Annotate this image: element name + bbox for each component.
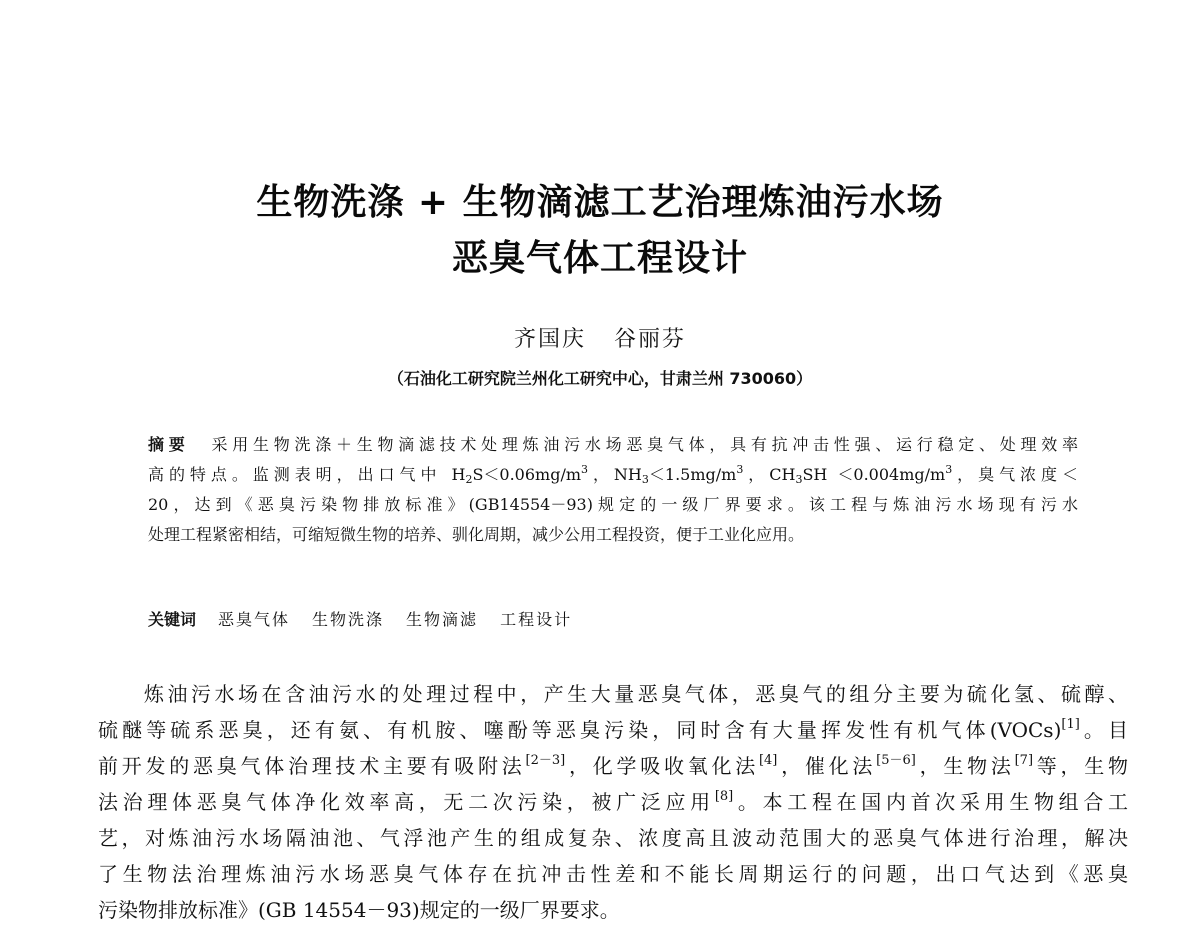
body-paragraph (98, 676, 1128, 928)
body-line: 炼油污水场在含油污水的处理过程中，产生大量恶臭气体，恶臭气的组分主要为硫化氢、硫醇、 (144, 682, 1128, 706)
body-text: 法治理体恶臭气体净化效率高，无二次污染，被广泛应用 (98, 790, 715, 814)
author-list (0, 322, 1200, 353)
abstract-text: 采用生物洗涤＋生物滴滤技术处理炼油污水场恶臭气体，具有抗冲击性强、运行稳定、处理效率 (211, 435, 1078, 454)
abstract-text: ，臭气浓度＜ (952, 465, 1078, 484)
keyword: 生物滴滤 (406, 610, 479, 629)
body-line: 了生物法治理炼油污水场恶臭气体存在抗冲击性差和不能长周期运行的问题，出口气达到《恶臭 (98, 862, 1128, 886)
body-text: 。本工程在国内首次采用生物组合工 (733, 790, 1129, 814)
abstract-line: 20，达到《恶臭污染物排放标准》(GB14554－93)规定的一级厂界要求。该工程与炼油污水场现有污水 (148, 495, 1078, 514)
body-line (98, 712, 1128, 748)
body-text: ，化学吸收氧化法 (565, 754, 759, 778)
citation-ref: [2－3] (525, 753, 566, 768)
body-text: ，生物法 (915, 754, 1015, 778)
superscript: 3 (736, 463, 744, 476)
abstract-text: ，NH (588, 465, 642, 484)
abstract-text: S＜0.06mg/m (472, 465, 582, 484)
citation-ref: [7] (1014, 753, 1034, 768)
keyword: 恶臭气体 (218, 610, 291, 629)
citation-ref: [5－6] (876, 753, 916, 768)
body-line: 艺，对炼油污水场隔油池、气浮池产生的组成复杂、浓度高且波动范围大的恶臭气体进行治理，解决 (98, 826, 1128, 850)
paper-title-line-1: 生物洗涤 + 生物滴滤工艺治理炼油污水场 (256, 182, 944, 223)
body-line (98, 784, 1128, 820)
abstract-line (148, 430, 1078, 460)
body-line: 污染物排放标准》(GB 14554－93)规定的一级厂界要求。 (98, 898, 620, 922)
citation-ref: [8] (714, 789, 734, 804)
body-text: 前开发的恶臭气体治理技术主要有吸附法 (98, 754, 526, 778)
keyword: 工程设计 (500, 610, 573, 629)
abstract-line (148, 460, 1078, 490)
citation-ref: [4] (758, 753, 778, 768)
body-text: 硫醚等硫系恶臭，还有氨、有机胺、噻酚等恶臭污染，同时含有大量挥发性有机气体(VOCs) (98, 718, 1062, 742)
author-name: 齐国庆 (513, 327, 586, 352)
paper-title-line-2: 恶臭气体工程设计 (451, 238, 748, 279)
subscript: 2 (465, 473, 473, 486)
body-line (98, 748, 1128, 784)
body-text: 等，生物 (1033, 754, 1129, 778)
author-affiliation: （石油化工研究院兰州化工研究中心，甘肃兰州 730060） (387, 369, 813, 388)
superscript: 3 (581, 463, 589, 476)
body-text: 。目 (1079, 718, 1128, 742)
author-name: 谷丽芬 (614, 327, 687, 352)
abstract-text: 高的特点。监测表明，出口气中 H (148, 465, 466, 484)
subscript: 3 (795, 473, 803, 486)
abstract-text: ＜1.5mg/m (648, 465, 737, 484)
keyword: 生物洗涤 (312, 610, 385, 629)
subscript: 3 (641, 473, 649, 486)
abstract-label: 摘要 (148, 435, 190, 454)
abstract (148, 430, 1078, 550)
body-text: ，催化法 (777, 754, 877, 778)
keywords-label: 关键词 (148, 610, 197, 629)
superscript: 3 (945, 463, 953, 476)
abstract-line: 处理工程紧密相结，可缩短微生物的培养、驯化周期，减少公用工程投资，便于工业化应用。 (148, 525, 805, 544)
abstract-text: SH ＜0.004mg/m (802, 465, 946, 484)
abstract-text: ，CH (743, 465, 796, 484)
keywords (148, 607, 594, 630)
citation-ref: [1] (1061, 717, 1080, 732)
